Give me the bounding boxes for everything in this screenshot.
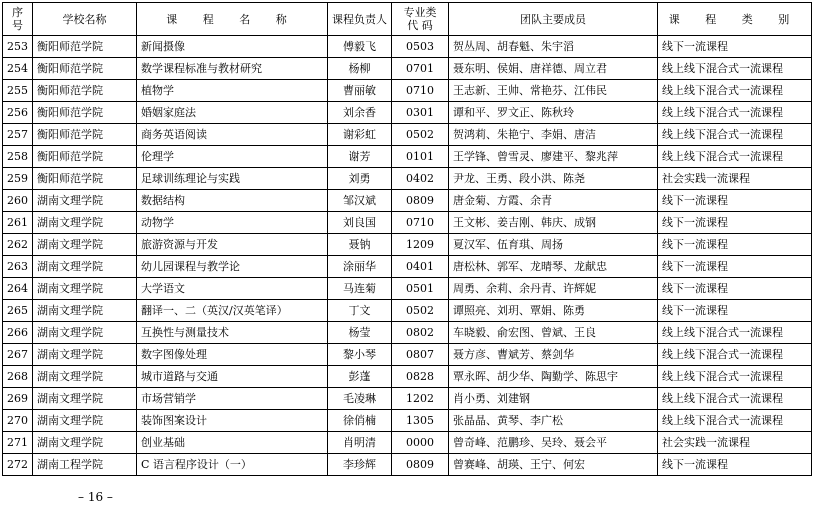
- team-members-cell: 贺鸿莉、朱艳宁、李娟、唐洁: [449, 124, 658, 146]
- course-category-cell: 线下一流课程: [658, 212, 812, 234]
- major-code-cell: 0402: [392, 168, 449, 190]
- course-name-cell: 新闻摄像: [137, 36, 328, 58]
- course-leader-cell: 肖明清: [328, 432, 392, 454]
- school-name-cell: 湖南文理学院: [33, 234, 137, 256]
- course-leader-cell: 涂丽华: [328, 256, 392, 278]
- team-members-cell: 唐松林、郭军、龙晴琴、龙献忠: [449, 256, 658, 278]
- row-number-cell: 256: [3, 102, 33, 124]
- team-members-cell: 肖小勇、刘建钢: [449, 388, 658, 410]
- course-name-cell: C 语言程序设计（一）: [137, 454, 328, 476]
- course-name-cell: 创业基础: [137, 432, 328, 454]
- table-row: [3, 256, 812, 278]
- table-row: [3, 388, 812, 410]
- team-members-cell: 张晶晶、黄琴、李广松: [449, 410, 658, 432]
- team-members-cell: 聂东明、侯娟、唐祥德、周立君: [449, 58, 658, 80]
- team-members-cell: 聂方彦、曹斌芳、蔡剑华: [449, 344, 658, 366]
- course-name-cell: 数字图像处理: [137, 344, 328, 366]
- course-category-cell: 线下一流课程: [658, 278, 812, 300]
- major-code-cell: 1305: [392, 410, 449, 432]
- course-name-cell: 婚姻家庭法: [137, 102, 328, 124]
- major-code-cell: 0802: [392, 322, 449, 344]
- row-number-cell: 272: [3, 454, 33, 476]
- course-leader-cell: 彭蓬: [328, 366, 392, 388]
- table-row: [3, 322, 812, 344]
- course-table: [2, 2, 812, 476]
- course-category-cell: 线下一流课程: [658, 36, 812, 58]
- course-leader-cell: 徐俏楠: [328, 410, 392, 432]
- course-name-cell: 装饰图案设计: [137, 410, 328, 432]
- school-name-cell: 湖南文理学院: [33, 366, 137, 388]
- table-row: [3, 102, 812, 124]
- school-name-cell: 衡阳师范学院: [33, 36, 137, 58]
- table-header-row: [3, 3, 812, 36]
- table-row: [3, 124, 812, 146]
- page-number: – 16 –: [78, 490, 113, 504]
- course-category-cell: 线下一流课程: [658, 300, 812, 322]
- major-code-cell: 0503: [392, 36, 449, 58]
- row-number-cell: 261: [3, 212, 33, 234]
- team-members-cell: 唐金菊、方霞、余青: [449, 190, 658, 212]
- school-name-cell: 衡阳师范学院: [33, 146, 137, 168]
- course-leader-cell: 邹汉斌: [328, 190, 392, 212]
- major-code-cell: 0809: [392, 190, 449, 212]
- course-name-cell: 幼儿园课程与教学论: [137, 256, 328, 278]
- table-row: [3, 454, 812, 476]
- course-name-cell: 植物学: [137, 80, 328, 102]
- course-category-cell: 社会实践一流课程: [658, 432, 812, 454]
- row-number-cell: 266: [3, 322, 33, 344]
- team-members-cell: 曾赛峰、胡瑛、王宁、何宏: [449, 454, 658, 476]
- major-code-cell: 0828: [392, 366, 449, 388]
- row-number-cell: 254: [3, 58, 33, 80]
- course-name-cell: 足球训练理论与实践: [137, 168, 328, 190]
- team-members-cell: 周勇、余莉、余丹青、许辉妮: [449, 278, 658, 300]
- major-code-cell: 0502: [392, 124, 449, 146]
- course-leader-cell: 谢芳: [328, 146, 392, 168]
- course-category-cell: 线上线下混合式一流课程: [658, 366, 812, 388]
- course-category-cell: 线上线下混合式一流课程: [658, 146, 812, 168]
- major-code-cell: 0301: [392, 102, 449, 124]
- team-members-cell: 王志新、王帅、常艳芬、江伟民: [449, 80, 658, 102]
- major-code-cell: 0701: [392, 58, 449, 80]
- course-category-cell: 社会实践一流课程: [658, 168, 812, 190]
- major-code-cell: 0710: [392, 80, 449, 102]
- school-name-cell: 湖南文理学院: [33, 322, 137, 344]
- major-code-cell: 0401: [392, 256, 449, 278]
- team-members-cell: 贺丛周、胡春魁、朱宇滔: [449, 36, 658, 58]
- course-category-cell: 线上线下混合式一流课程: [658, 58, 812, 80]
- school-name-cell: 衡阳师范学院: [33, 102, 137, 124]
- course-leader-cell: 杨莹: [328, 322, 392, 344]
- major-code-cell: 0501: [392, 278, 449, 300]
- major-code-cell: 0710: [392, 212, 449, 234]
- major-code-cell: 0101: [392, 146, 449, 168]
- header-school: 学校名称: [33, 3, 137, 36]
- course-leader-cell: 马连菊: [328, 278, 392, 300]
- course-category-cell: 线下一流课程: [658, 234, 812, 256]
- course-leader-cell: 李珍辉: [328, 454, 392, 476]
- row-number-cell: 255: [3, 80, 33, 102]
- course-leader-cell: 杨柳: [328, 58, 392, 80]
- table-row: [3, 410, 812, 432]
- team-members-cell: 车晓毅、俞宏图、曾斌、王良: [449, 322, 658, 344]
- course-name-cell: 城市道路与交通: [137, 366, 328, 388]
- school-name-cell: 湖南文理学院: [33, 300, 137, 322]
- major-code-cell: 0807: [392, 344, 449, 366]
- row-number-cell: 269: [3, 388, 33, 410]
- row-number-cell: 262: [3, 234, 33, 256]
- course-category-cell: 线下一流课程: [658, 256, 812, 278]
- school-name-cell: 衡阳师范学院: [33, 168, 137, 190]
- course-leader-cell: 聂钠: [328, 234, 392, 256]
- school-name-cell: 湖南文理学院: [33, 410, 137, 432]
- team-members-cell: 夏汉军、伍育琪、周扬: [449, 234, 658, 256]
- school-name-cell: 湖南文理学院: [33, 190, 137, 212]
- course-category-cell: 线上线下混合式一流课程: [658, 388, 812, 410]
- school-name-cell: 湖南文理学院: [33, 432, 137, 454]
- school-name-cell: 衡阳师范学院: [33, 80, 137, 102]
- major-code-cell: 0502: [392, 300, 449, 322]
- row-number-cell: 264: [3, 278, 33, 300]
- row-number-cell: 267: [3, 344, 33, 366]
- row-number-cell: 271: [3, 432, 33, 454]
- course-leader-cell: 傅毅飞: [328, 36, 392, 58]
- table-row: [3, 168, 812, 190]
- row-number-cell: 258: [3, 146, 33, 168]
- school-name-cell: 湖南文理学院: [33, 278, 137, 300]
- course-leader-cell: 丁文: [328, 300, 392, 322]
- course-name-cell: 旅游资源与开发: [137, 234, 328, 256]
- header-leader: 课程负责人: [328, 3, 392, 36]
- table-row: [3, 212, 812, 234]
- table-row: [3, 234, 812, 256]
- team-members-cell: 尹龙、王勇、段小洪、陈尧: [449, 168, 658, 190]
- table-row: [3, 58, 812, 80]
- row-number-cell: 270: [3, 410, 33, 432]
- course-name-cell: 伦理学: [137, 146, 328, 168]
- course-leader-cell: 刘勇: [328, 168, 392, 190]
- table-row: [3, 344, 812, 366]
- course-category-cell: 线上线下混合式一流课程: [658, 80, 812, 102]
- course-category-cell: 线上线下混合式一流课程: [658, 344, 812, 366]
- header-seq: 序 号: [3, 3, 33, 36]
- school-name-cell: 湖南文理学院: [33, 212, 137, 234]
- course-category-cell: 线上线下混合式一流课程: [658, 410, 812, 432]
- course-category-cell: 线上线下混合式一流课程: [658, 102, 812, 124]
- table-row: [3, 190, 812, 212]
- row-number-cell: 253: [3, 36, 33, 58]
- course-leader-cell: 谢彩虹: [328, 124, 392, 146]
- major-code-cell: 0809: [392, 454, 449, 476]
- team-members-cell: 王文彬、姜吉刚、韩庆、成钢: [449, 212, 658, 234]
- course-name-cell: 市场营销学: [137, 388, 328, 410]
- course-name-cell: 动物学: [137, 212, 328, 234]
- major-code-cell: 1202: [392, 388, 449, 410]
- row-number-cell: 263: [3, 256, 33, 278]
- table-row: [3, 36, 812, 58]
- school-name-cell: 湖南文理学院: [33, 388, 137, 410]
- major-code-cell: 0000: [392, 432, 449, 454]
- table-row: [3, 146, 812, 168]
- team-members-cell: 覃永晖、胡少华、陶勤学、陈思宇: [449, 366, 658, 388]
- course-category-cell: 线上线下混合式一流课程: [658, 322, 812, 344]
- team-members-cell: 王学锋、曾雪灵、廖建平、黎兆萍: [449, 146, 658, 168]
- team-members-cell: 谭照亮、刘玥、覃娟、陈勇: [449, 300, 658, 322]
- course-name-cell: 商务英语阅读: [137, 124, 328, 146]
- course-name-cell: 大学语文: [137, 278, 328, 300]
- school-name-cell: 衡阳师范学院: [33, 124, 137, 146]
- header-code: 专业类 代 码: [392, 3, 449, 36]
- row-number-cell: 268: [3, 366, 33, 388]
- table-row: [3, 80, 812, 102]
- course-leader-cell: 刘余香: [328, 102, 392, 124]
- course-leader-cell: 毛凌琳: [328, 388, 392, 410]
- header-team: 团队主要成员: [449, 3, 658, 36]
- course-category-cell: 线下一流课程: [658, 190, 812, 212]
- row-number-cell: 257: [3, 124, 33, 146]
- course-name-cell: 数据结构: [137, 190, 328, 212]
- course-leader-cell: 刘良国: [328, 212, 392, 234]
- course-name-cell: 数学课程标准与教材研究: [137, 58, 328, 80]
- school-name-cell: 湖南文理学院: [33, 344, 137, 366]
- header-category: 课 程 类 别: [658, 3, 812, 36]
- table-row: [3, 432, 812, 454]
- school-name-cell: 衡阳师范学院: [33, 58, 137, 80]
- row-number-cell: 260: [3, 190, 33, 212]
- major-code-cell: 1209: [392, 234, 449, 256]
- header-course: 课 程 名 称: [137, 3, 328, 36]
- row-number-cell: 259: [3, 168, 33, 190]
- row-number-cell: 265: [3, 300, 33, 322]
- course-leader-cell: 黎小琴: [328, 344, 392, 366]
- course-category-cell: 线下一流课程: [658, 454, 812, 476]
- table-row: [3, 366, 812, 388]
- team-members-cell: 曾奇峰、范鹏珍、吴玲、聂会平: [449, 432, 658, 454]
- course-name-cell: 互换性与测量技术: [137, 322, 328, 344]
- course-leader-cell: 曹丽敏: [328, 80, 392, 102]
- course-name-cell: 翻译一、二（英汉/汉英笔译）: [137, 300, 328, 322]
- school-name-cell: 湖南工程学院: [33, 454, 137, 476]
- table-row: [3, 278, 812, 300]
- team-members-cell: 谭和平、罗文正、陈秋玲: [449, 102, 658, 124]
- school-name-cell: 湖南文理学院: [33, 256, 137, 278]
- course-category-cell: 线上线下混合式一流课程: [658, 124, 812, 146]
- table-row: [3, 300, 812, 322]
